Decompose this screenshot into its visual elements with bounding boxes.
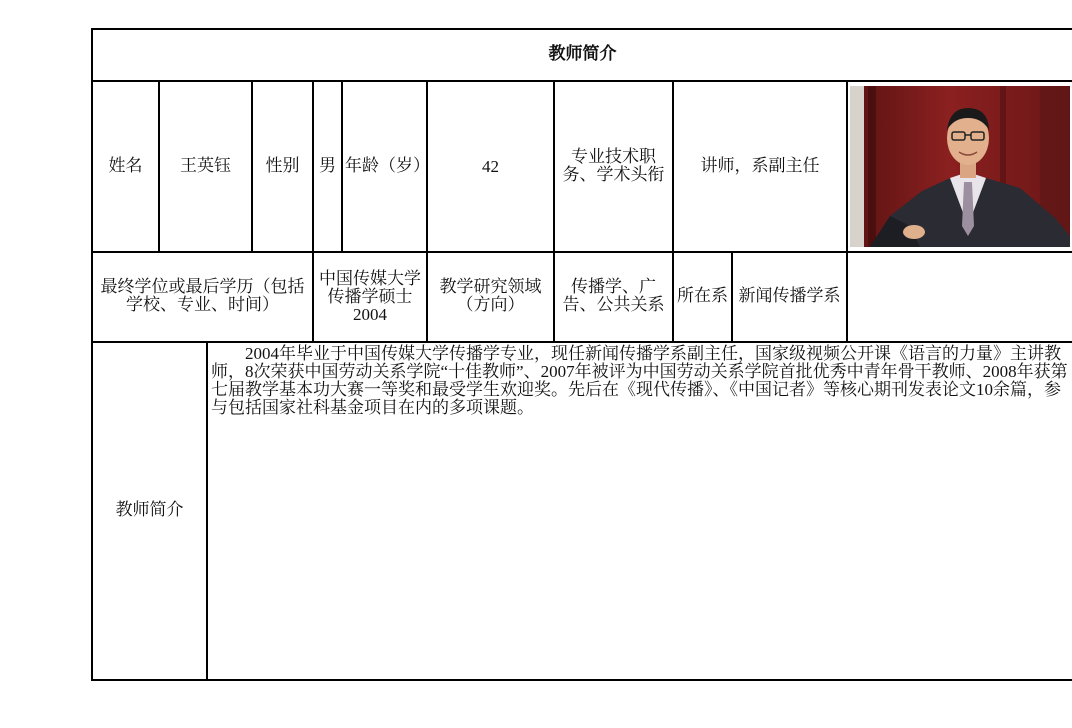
- research-field-label: 教学研究领域（方向）: [427, 252, 554, 342]
- age-label: 年龄（岁）: [342, 81, 427, 252]
- title-value: 讲师，系副主任: [673, 81, 847, 252]
- title-label: 专业技术职务、学术头衔: [554, 81, 673, 252]
- teacher-photo-cell: [847, 81, 1072, 252]
- bio-label: 教师简介: [92, 342, 207, 680]
- degree-label: 最终学位或最后学历（包括学校、专业、时间）: [92, 252, 313, 342]
- table-title: 教师简介: [92, 29, 1072, 81]
- teacher-photo: [850, 86, 1070, 247]
- gender-value: 男: [313, 81, 342, 252]
- department-value: 新闻传播学系: [732, 252, 847, 342]
- department-label: 所在系: [673, 252, 732, 342]
- research-field-value: 传播学、广告、公共关系: [554, 252, 673, 342]
- bio-text: 2004年毕业于中国传媒大学传播学专业，现任新闻传播学系副主任，国家级视频公开课《语言的力量》主讲教师，8次荣获中国劳动关系学院“十佳教师”、2007年被评为中国劳动关系学院首批优秀中青年骨干教师、2008年获第七届教学基本功大赛一等奖和最受学生欢迎奖。先后在《现代传播》、《中国记者》等核心期刊发表论文10余篇，参与包括国家社科基金项目在内的多项课题。: [207, 342, 1072, 680]
- name-label: 姓名: [92, 81, 159, 252]
- empty-cell: [847, 252, 1072, 342]
- degree-value: 中国传媒大学传播学硕士2004: [313, 252, 427, 342]
- age-value: 42: [427, 81, 554, 252]
- teacher-profile-table: [91, 28, 1072, 681]
- gender-label: 性别: [252, 81, 313, 252]
- name-value: 王英钰: [159, 81, 252, 252]
